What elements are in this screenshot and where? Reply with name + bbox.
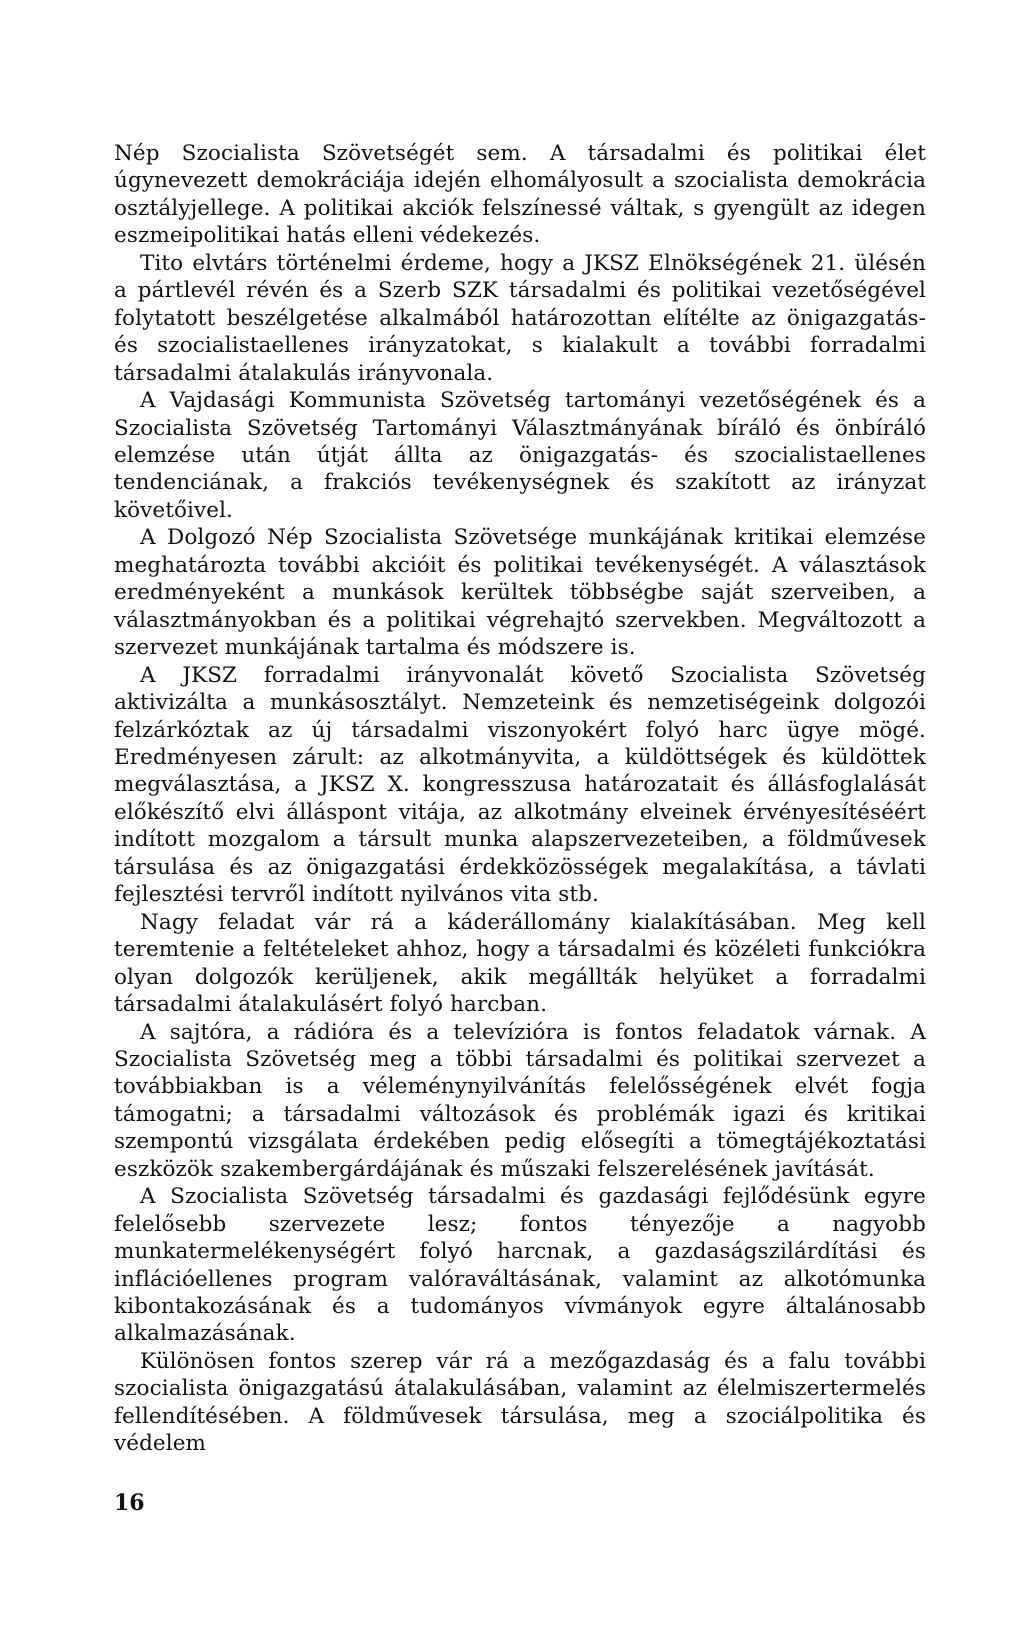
paragraph-6: Nagy feladat vár rá a káderállomány kialakításában. Meg kell teremtenie a feltételeket ahhoz, hogy a társadalmi és közéleti funkciókra olyan dolgozók kerüljenek, akik megállták helyüket a forradalmi társadalmi átalakulásért folyó harcban. — [114, 909, 926, 1018]
paragraph-4: A Dolgozó Nép Szocialista Szövetsége munkájának kritikai elemzése meghatározta további akcióit és politikai tevékenységét. A választások eredményeként a munkások kerültek többségbe saját szerveiben, a választmányokban és a politikai végrehajtó szervekben. Megváltozott a szervezet munkájának tartalma és módszere is. — [114, 525, 926, 661]
paragraph-3: A Vajdasági Kommunista Szövetség tartományi vezetőségének és a Szocialista Szövetség Tartományi Választmányának bíráló és önbíráló elemzése után útját állta az önigazgatás- és szocialistaellenes tendenciának, a frakciós tevékenységnek és szakított az irányzat követőivel. — [114, 388, 926, 523]
body-text — [114, 140, 926, 1458]
paragraph-1: Nép Szocialista Szövetségét sem. A társadalmi és politikai élet úgynevezett demokráciája idején elhomályosult a szocialista demokrácia osztályjellege. A politikai akciók felszínessé váltak, s gyengült az idegen eszmeipolitikai hatás elleni védekezés. — [114, 141, 926, 249]
paragraph-7: A sajtóra, a rádióra és a televízióra is fontos feladatok várnak. A Szocialista Szövetség meg a többi társadalmi és politikai szervezet a továbbiakban is a véleménynyilvánítás felelősségének elvét fogja támogatni; a társadalmi változások és problémák igazi és kritikai szempontú vizsgálata érdekében pedig elősegíti a tömegtájékoztatási eszközök szakembergárdájának és műszaki felszerelésének javítását. — [114, 1019, 926, 1182]
paragraph-5: A JKSZ forradalmi irányvonalát követő Szocialista Szövetség aktivizálta a munkásosztályt. Nemzeteink és nemzetiségeink dolgozói felzárkóztak az új társadalmi viszonyokért folyó harc ügye mögé. Eredményesen zárult: az alkotmányvita, a küldöttségek és küldöttek megválasztása, a JKSZ X. kongresszusa határozatait és állásfoglalását előkészítő elvi álláspont vitája, az alkotmány elveinek érvényesítéséért indított mozgalom a társult munka alapszervezeteiben, a földművesek társulása és az önigazgatási érdekközösségek megalakítása, a távlati fejlesztési tervről indított nyilvános vita stb. — [114, 662, 926, 908]
paragraph-2: Tito elvtárs történelmi érdeme, hogy a JKSZ Elnökségének 21. ülésén a pártlevél révén és a Szerb SZK társadalmi és politikai vezetőségével folytatott beszélgetése alkalmából határozottan elítélte az önigazgatás- és szocialistaellenes irányzatokat, s kialakult a további forradalmi társadalmi átalakulás irányvonala. — [114, 250, 926, 386]
page-number: 16 — [114, 1490, 145, 1516]
paragraph-9: Különösen fontos szerep vár rá a mezőgazdaság és a falu további szocialista önigazgatású átalakulásában, valamint az élelmiszertermelés fellendítésében. A földművesek társulása, meg a szociálpolitika és védelem — [114, 1348, 926, 1457]
paragraph-8: A Szocialista Szövetség társadalmi és gazdasági fejlődésünk egyre felelősebb szervezete lesz; fontos tényezője a nagyobb munkatermelékenységért folyó harcnak, a gazdaságszilárdítási és inflációellenes program valóraváltásának, valamint az alkotómunka kibontakozásának és a tudományos vívmányok egyre általánosabb alkalmazásának. — [114, 1184, 926, 1347]
